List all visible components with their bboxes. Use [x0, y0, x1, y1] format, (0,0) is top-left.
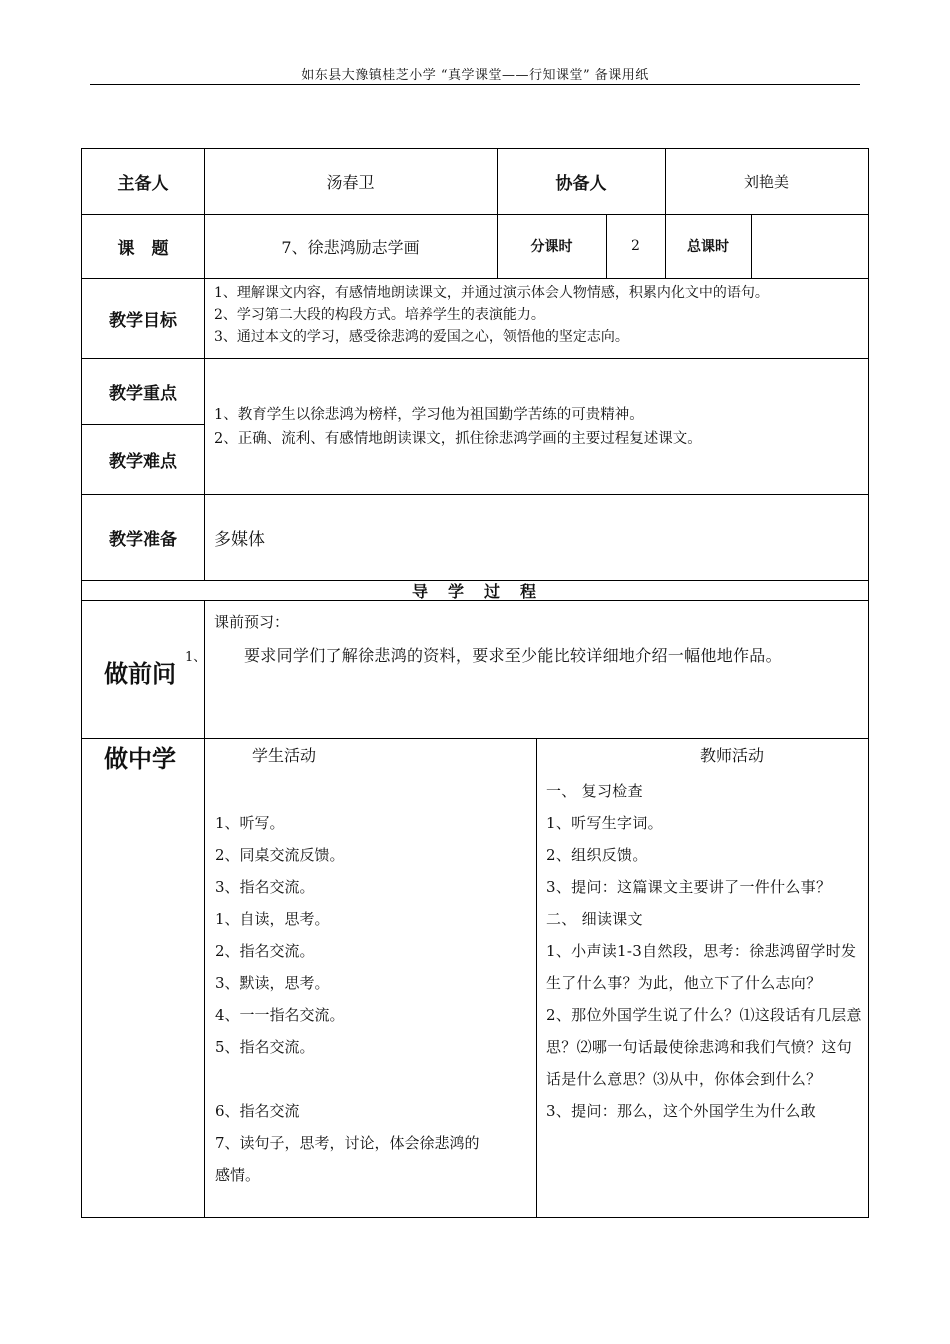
topic-label: 课 题	[117, 238, 169, 259]
goal-item: 2、学习第二大段的构段方式。培养学生的表演能力。	[214, 307, 545, 323]
goals-list	[204, 282, 868, 358]
teacher-item: 二、 细读课文	[546, 910, 643, 928]
process-title: 导 学 过 程	[411, 581, 538, 601]
key-point-item: 1、教育学生以徐悲鸿为榜样，学习他为祖国勤学苦练的可贵精神。	[214, 407, 644, 423]
lesson-plan-table	[81, 148, 869, 1218]
column-divider	[204, 600, 205, 1217]
preparation-label: 教学准备	[109, 529, 177, 550]
student-item: 4、一一指名交流。	[215, 1006, 345, 1024]
lead-preparer-name: 汤春卫	[326, 173, 375, 192]
co-preparer-label: 协备人	[555, 174, 607, 194]
key-points-label: 教学重点	[109, 383, 177, 404]
student-item: 2、指名交流。	[215, 942, 315, 960]
student-item: 7、读句子，思考，讨论，体会徐悲鸿的	[215, 1134, 480, 1152]
teacher-item: 1、小声读1-3自然段，思考：徐悲鸿留学时发生了什么事？为此，他立下了什么志向？	[546, 942, 857, 992]
preview-title: 课前预习：	[214, 613, 290, 631]
page-header: 如东县大豫镇桂芝小学 “真学课堂——行知课堂” 备课用纸	[301, 68, 649, 83]
teacher-item: 3、提问：这篇课文主要讲了一件什么事？	[546, 878, 832, 896]
key-points-list	[204, 403, 868, 463]
student-item: 3、默读，思考。	[215, 974, 330, 992]
column-divider	[536, 738, 537, 1217]
before-class-label: 做前问	[104, 660, 176, 688]
student-item: 2、同桌交流反馈。	[215, 846, 345, 864]
student-item: 1、自读，思考。	[215, 910, 330, 928]
total-periods-label: 总课时	[687, 239, 729, 255]
co-preparer-name: 刘艳美	[743, 173, 789, 191]
teacher-item: 一、 复习检查	[546, 782, 643, 800]
student-item: 感情。	[215, 1166, 261, 1184]
teacher-item: 1、听写生字词。	[546, 814, 663, 832]
student-item: 5、指名交流。	[215, 1038, 315, 1056]
preview-text: 要求同学们了解徐悲鸿的资料，要求至少能比较详细地介绍一幅他地作品。	[244, 646, 782, 665]
lead-preparer-label: 主备人	[117, 174, 169, 194]
before-class-marker: 1、	[185, 650, 207, 665]
student-activity-list	[215, 775, 533, 1215]
teacher-item: 2、组织反馈。	[546, 846, 648, 864]
student-item: 3、指名交流。	[215, 878, 315, 896]
period-label: 分课时	[530, 239, 573, 255]
total-periods-value	[751, 214, 868, 278]
teacher-activity-list	[546, 775, 862, 1215]
student-item	[215, 775, 533, 807]
student-activity-header: 学生活动	[252, 746, 317, 765]
header-rule	[90, 84, 860, 85]
student-item	[215, 1063, 533, 1095]
preparation-value: 多媒体	[214, 529, 265, 550]
during-class-label: 做中学	[104, 745, 176, 773]
goal-item: 3、通过本文的学习，感受徐悲鸿的爱国之心，领悟他的坚定志向。	[214, 329, 629, 345]
teacher-item: 2、那位外国学生说了什么？⑴这段话有几层意思？⑵哪一句话最使徐悲鸿和我们气愤？这句话是什么意思？⑶从中，你体会到什么？	[546, 1006, 862, 1088]
student-item: 1、听写。	[215, 814, 285, 832]
period-value: 2	[631, 238, 640, 254]
teacher-item: 3、提问：那么，这个外国学生为什么敢	[546, 1102, 816, 1120]
key-point-item: 2、正确、流利、有感情地朗读课文，抓住徐悲鸿学画的主要过程复述课文。	[214, 431, 702, 447]
goals-label: 教学目标	[109, 310, 177, 331]
student-item: 6、指名交流	[215, 1102, 300, 1120]
difficult-points-label: 教学难点	[109, 451, 177, 472]
teacher-activity-header: 教师活动	[699, 746, 764, 765]
topic-value: 7、徐悲鸿励志学画	[281, 237, 420, 257]
goal-item: 1、理解课文内容，有感情地朗读课文，并通过演示体会人物情感，积累内化文中的语句。	[214, 285, 769, 301]
